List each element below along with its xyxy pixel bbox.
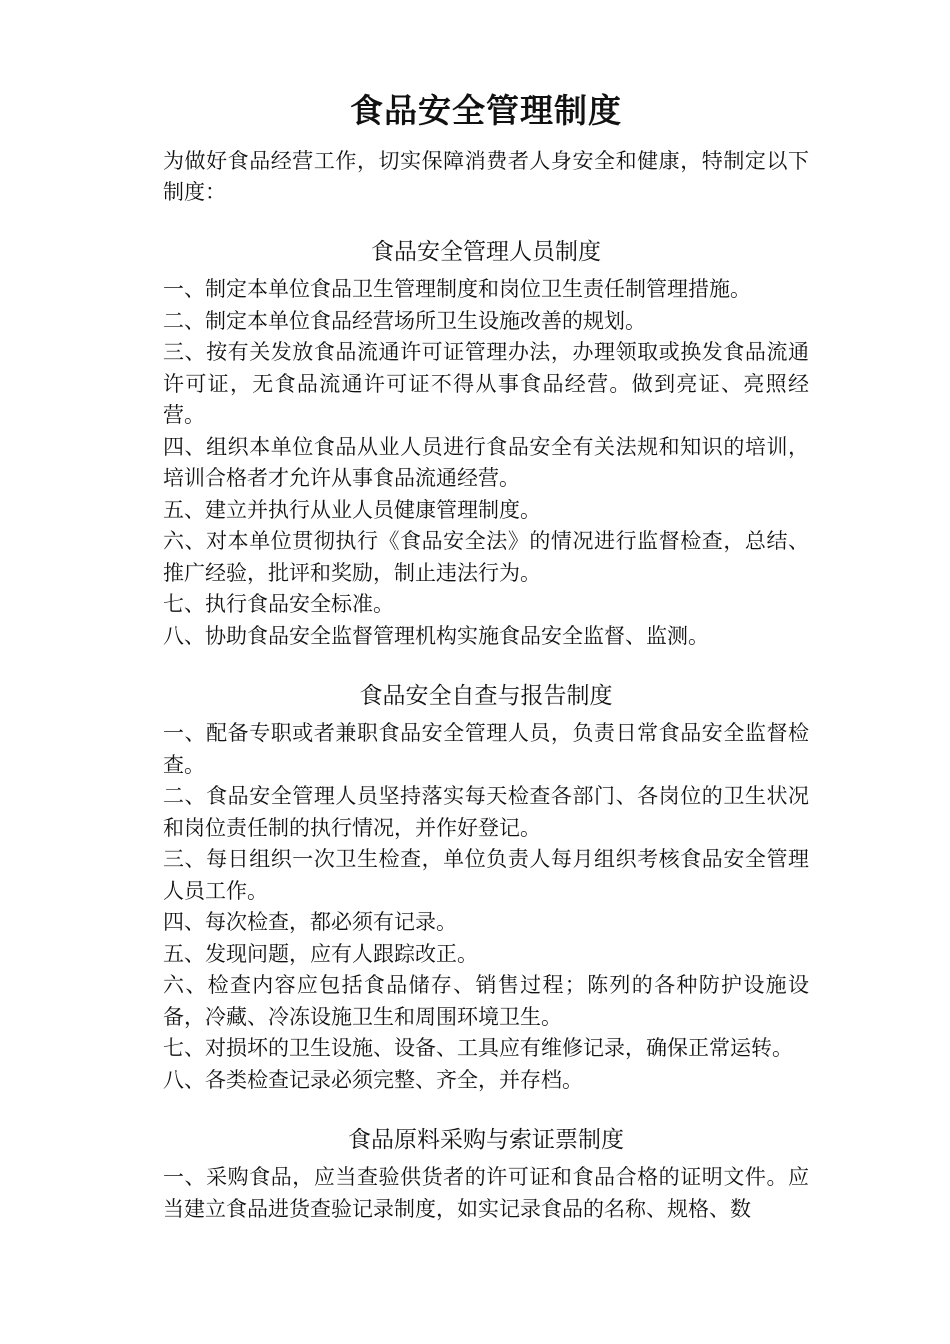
- list-item: 四、组织本单位食品从业人员进行食品安全有关法规和知识的培训，培训合格者才允许从事食品流通经营。: [163, 434, 809, 490]
- list-item: 八、协助食品安全监督管理机构实施食品安全监督、监测。: [163, 623, 709, 648]
- section-personnel: [163, 230, 809, 652]
- list-item: 二、制定本单位食品经营场所卫生设施改善的规划。: [163, 308, 646, 333]
- list-item: 二、食品安全管理人员坚持落实每天检查各部门、各岗位的卫生状况和岗位责任制的执行情况，并作好登记。: [163, 784, 809, 840]
- list-item: 一、制定本单位食品卫生管理制度和岗位卫生责任制管理措施。: [163, 277, 751, 301]
- list-item: 六、检查内容应包括食品储存、销售过程；陈列的各种防护设施设备，冷藏、冷冻设施卫生和周围环境卫生。: [163, 973, 809, 1029]
- document-intro: 为做好食品经营工作，切实保障消费者人身安全和健康，特制定以下制度：: [163, 149, 809, 204]
- section-title: 食品安全管理人员制度: [371, 239, 601, 265]
- section-procurement: [163, 1118, 809, 1225]
- document-page: [163, 86, 809, 1225]
- list-item: 七、对损坏的卫生设施、设备、工具应有维修记录，确保正常运转。: [163, 1036, 793, 1060]
- list-item: 七、执行食品安全标准。: [163, 592, 394, 616]
- section-self-inspection: [163, 674, 809, 1096]
- section-title: 食品安全自查与报告制度: [359, 683, 613, 709]
- list-item: 三、每日组织一次卫生检查，单位负责人每月组织考核食品安全管理人员工作。: [163, 847, 809, 903]
- document-title: 食品安全管理制度: [350, 91, 622, 130]
- list-item: 五、发现问题，应有人跟踪改正。: [163, 941, 478, 966]
- list-item: 四、每次检查，都必须有记录。: [163, 910, 457, 934]
- list-item: 一、采购食品，应当查验供货者的许可证和食品合格的证明文件。应当建立食品进货查验记录制度，如实记录食品的名称、规格、数: [163, 1165, 809, 1221]
- list-item: 六、对本单位贯彻执行《食品安全法》的情况进行监督检查，总结、推广经验，批评和奖励，制止违法行为。: [163, 529, 809, 585]
- list-item: 五、建立并执行从业人员健康管理制度。: [163, 497, 541, 522]
- list-item: 三、按有关发放食品流通许可证管理办法，办理领取或换发食品流通许可证，无食品流通许可证不得从事食品经营。做到亮证、亮照经营。: [163, 340, 809, 427]
- list-item: 一、配备专职或者兼职食品安全管理人员，负责日常食品安全监督检查。: [163, 721, 809, 777]
- list-item: 八、各类检查记录必须完整、齐全，并存档。: [163, 1067, 583, 1092]
- section-title: 食品原料采购与索证票制度: [348, 1127, 624, 1153]
